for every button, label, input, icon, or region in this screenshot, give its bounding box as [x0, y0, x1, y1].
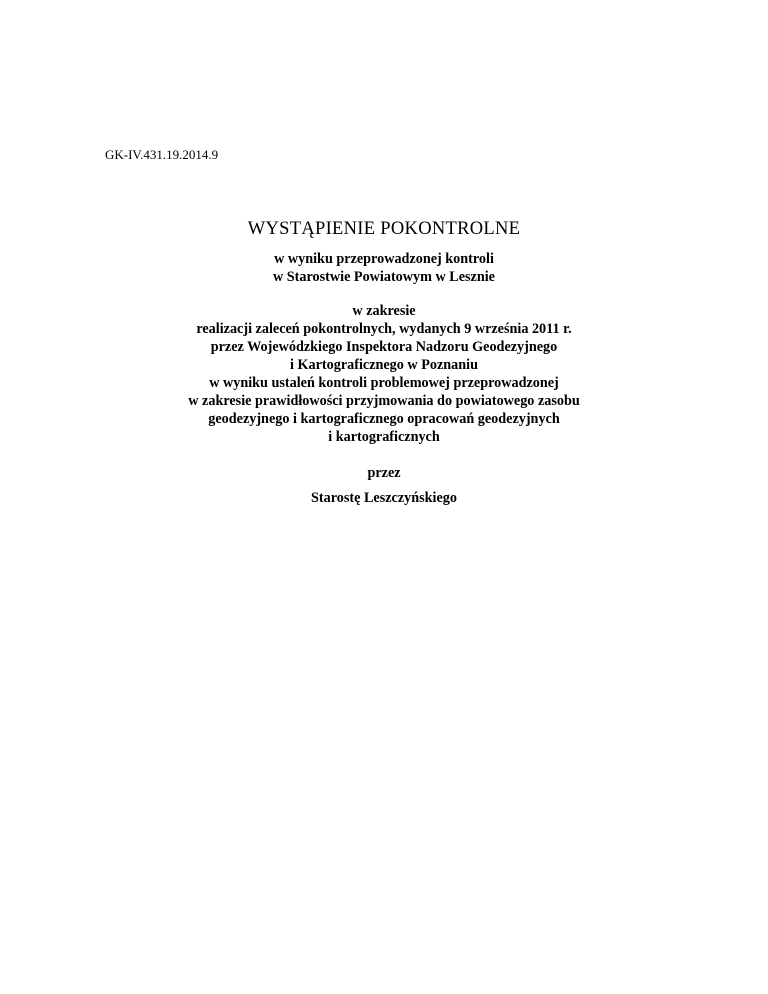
addressee: Starostę Leszczyńskiego — [311, 490, 457, 506]
scope-line: w wyniku ustaleń kontroli problemowej przeprowadzonej — [209, 375, 559, 391]
document-title: WYSTĄPIENIE POKONTROLNE — [247, 219, 521, 239]
scope-line: i Kartograficznego w Poznaniu — [290, 357, 478, 373]
control-context — [0, 250, 768, 286]
scope-line: przez Wojewódzkiego Inspektora Nadzoru Geodezyjnego — [210, 339, 558, 355]
control-scope — [0, 302, 768, 446]
control-context-line: w Starostwie Powiatowym w Lesznie — [273, 269, 495, 285]
scope-line: w zakresie — [352, 303, 416, 319]
scope-line: geodezyjnego i kartograficznego opracowań geodezyjnych — [208, 411, 560, 427]
scope-line: i kartograficznych — [328, 429, 440, 445]
control-context-line: w wyniku przeprowadzonej kontroli — [274, 251, 494, 267]
scope-line: w zakresie prawidłowości przyjmowania do powiatowego zasobu — [188, 393, 580, 409]
scope-line: realizacji zaleceń pokontrolnych, wydanych 9 września 2011 r. — [196, 321, 572, 337]
reference-number: GK-IV.431.19.2014.9 — [105, 147, 219, 162]
by-label: przez — [367, 465, 401, 481]
